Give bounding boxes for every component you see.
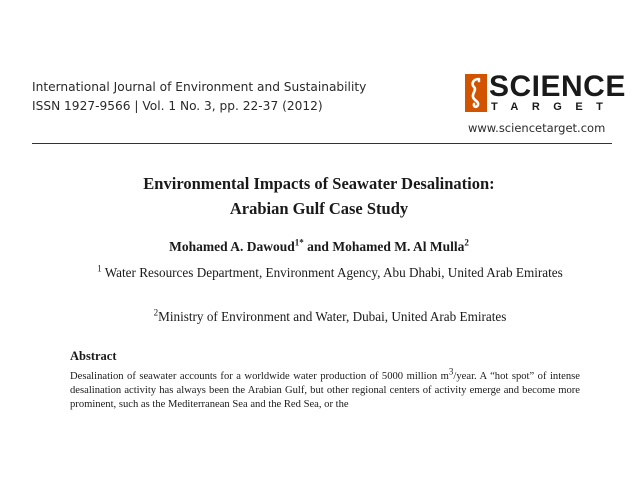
abstract-text-part-2: /year. A “hot spot” of intense desalination activity has always been the Arabian Gulf, but other regional centers of activity emerge and become more prominent, such as the Mediterranean Sea and the Red Sea, or the xyxy=(70,371,580,410)
author-2-name: Mohamed M. Al Mulla xyxy=(332,239,465,254)
affiliation-2-marker: 2 xyxy=(153,307,159,318)
author-1-name: Mohamed A. Dawoud xyxy=(169,239,295,254)
abstract-text xyxy=(70,366,580,412)
logo-word: SCIENCE xyxy=(489,70,626,103)
journal-header xyxy=(32,78,366,116)
author-conjunction: and xyxy=(303,239,333,254)
affiliation-2-text: Ministry of Environment and Water, Dubai, United Arab Emirates xyxy=(158,309,507,324)
seahorse-icon xyxy=(465,74,487,112)
author-line xyxy=(0,239,638,255)
affiliation-1-text: Water Resources Department, Environment Agency, Abu Dhabi, United Arab Emirates xyxy=(101,265,563,280)
affiliation-1 xyxy=(70,264,590,281)
logo-subword: TARGET xyxy=(491,101,617,113)
author-1-marker: 1* xyxy=(294,237,304,248)
paper-title-line-1: Environmental Impacts of Seawater Desalination: xyxy=(143,174,495,193)
header-divider xyxy=(32,143,612,144)
paper-title-line-2: Arabian Gulf Case Study xyxy=(229,199,409,218)
journal-issn: ISSN 1927-9566 | Vol. 1 No. 3, pp. 22-37 (2012) xyxy=(32,99,323,113)
journal-name: International Journal of Environment and Sustainability xyxy=(32,80,367,94)
author-2-marker: 2 xyxy=(464,237,469,248)
affiliation-1-marker: 1 xyxy=(97,263,102,274)
affiliation-2 xyxy=(70,308,590,325)
abstract-unit-exponent: 3 xyxy=(448,366,454,377)
abstract-text-part-1: Desalination of seawater accounts for a worldwide water production of 5000 million m xyxy=(70,371,449,382)
website-url[interactable]: www.sciencetarget.com xyxy=(468,121,606,135)
abstract-heading: Abstract xyxy=(70,349,117,363)
